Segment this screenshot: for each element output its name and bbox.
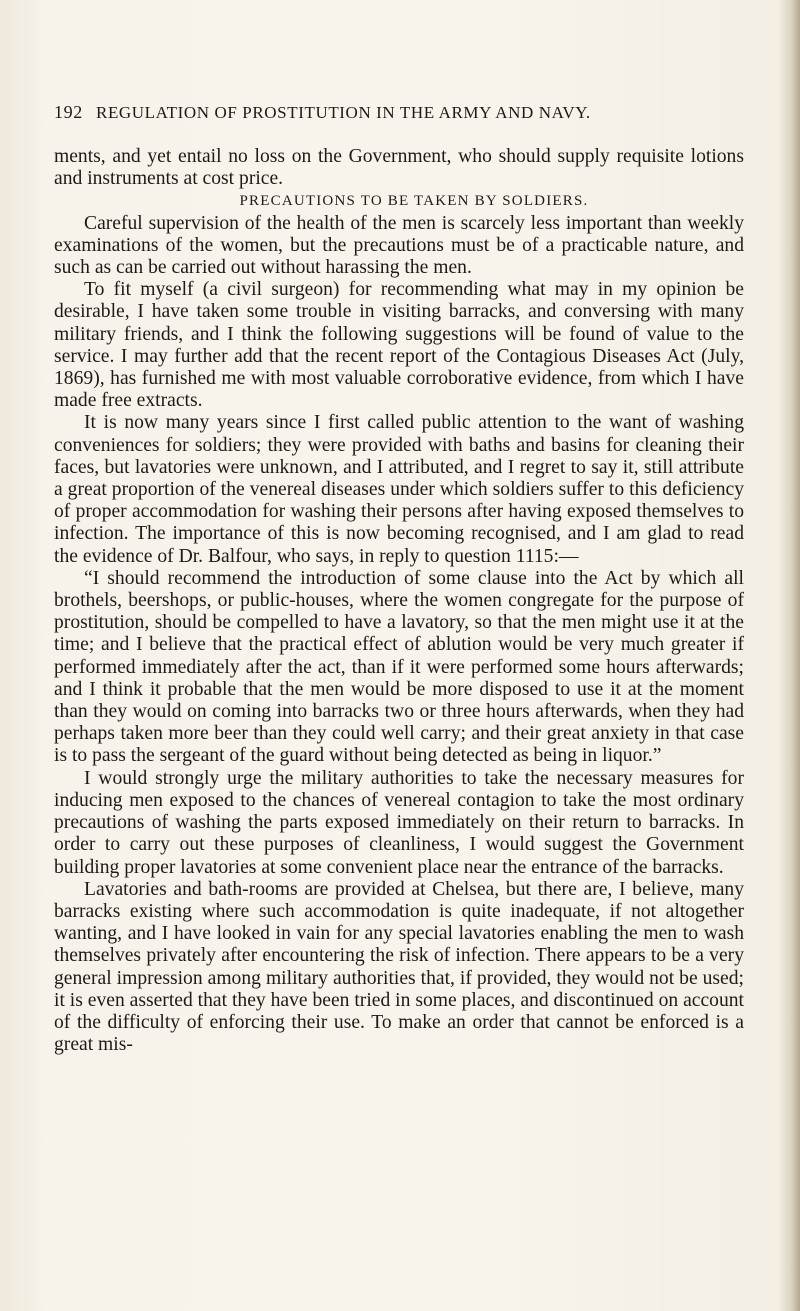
paragraph: Careful supervision of the health of the men is scarcely less important than weekly examinations of the women, but the precautions must be of a practicable nature, and such as can be carried out without harassing the men. — [54, 212, 744, 279]
page-number: 192 — [54, 102, 83, 122]
block-quote-paragraph: “I should recommend the introduction of some clause into the Act by which all brothels, beershops, or public-houses, where the women congregate for the purpose of prostitution, should be compelled to have a lavatory, so that the men might use it at the time; and I believe that the practical effect of ablution would be very much greater if performed immediately after the act, than if it were performed some hours afterwards; and I think it probable that the men would be more disposed to use it at the moment than they would on coming into barracks two or three hours afterwards, when they had perhaps taken more beer than they could well carry; and their great anxiety in that case is to pass the sergeant of the guard without being detected as being in liquor.” — [54, 567, 744, 767]
paragraph: Lavatories and bath-rooms are provided at Chelsea, but there are, I believe, many barracks existing where such accommodation is quite inadequate, if not altogether wanting, and I have looked in vain for any special lavatories enabling the men to wash themselves privately after encountering the risk of infection. There appears to be a very general impression among military authorities that, if provided, they would not be used; it is even asserted that they have been tried in some places, and discontinued on account of the difficulty of enforcing their use. To make an order that cannot be enforced is a great mis- — [54, 878, 744, 1056]
running-header — [54, 102, 734, 123]
paragraph: To fit myself (a civil surgeon) for recommending what may in my opinion be desirable, I have taken some trouble in visiting barracks, and conversing with many military friends, and I think the following suggestions will be found of value to the service. I may further add that the recent report of the Contagious Diseases Act (July, 1869), has furnished me with most valuable corroborative evidence, from which I have made free extracts. — [54, 279, 744, 412]
running-title: REGULATION OF PROSTITUTION IN THE ARMY AND NAVY. — [96, 103, 591, 122]
paragraph: I would strongly urge the military authorities to take the necessary measures for inducing men exposed to the chances of venereal contagion to take the most ordinary precautions of washing the parts exposed immediately on their return to barracks. In order to carry out these purposes of cleanliness, I would suggest the Government building proper lavatories at some convenient place near the entrance of the barracks. — [54, 767, 744, 878]
section-heading: PRECAUTIONS TO BE TAKEN BY SOLDIERS. — [239, 193, 589, 210]
paragraph: It is now many years since I first called public attention to the want of washing conveniences for soldiers; they were provided with baths and basins for cleaning their faces, but lavatories were unknown, and I attributed, and I regret to say it, still attribute a great proportion of the venereal diseases under which soldiers suffer to this deficiency of proper accommodation for washing their persons after having exposed themselves to infection. The importance of this is now becoming recognised, and I am glad to read the evidence of Dr. Balfour, who says, in reply to question 1115:— — [54, 412, 744, 567]
page-edge-shadow — [778, 0, 800, 1311]
body-text — [54, 146, 744, 1056]
continued-paragraph: ments, and yet entail no loss on the Government, who should supply requisite lotions and instruments at cost price. — [54, 146, 744, 190]
